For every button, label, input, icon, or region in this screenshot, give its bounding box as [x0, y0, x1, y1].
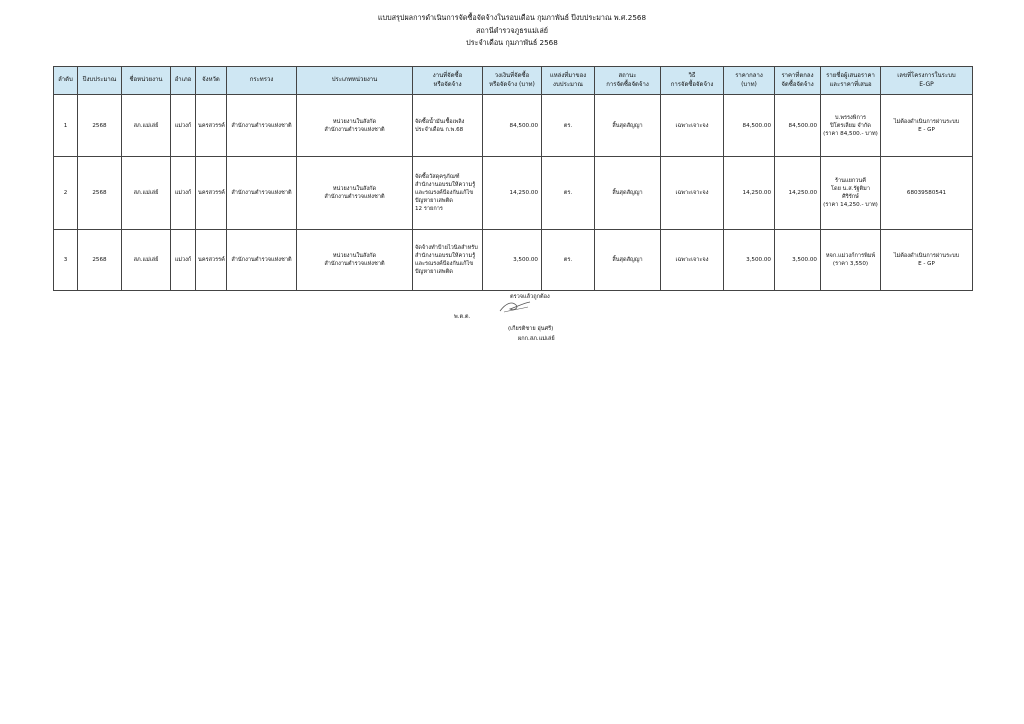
handwritten-signature [498, 299, 532, 315]
signer-rank: พ.ต.ต. [454, 314, 471, 320]
procurement-amount: 84,500.00 [483, 95, 542, 157]
procurement-work: จัดซื้อน้ำมันเชื้อเพลิง ประจำเดือน ก.พ.68 [413, 95, 483, 157]
bidder-info: หจก.แม่วงก์การพิมพ์ (ราคา 3,550) [821, 230, 881, 291]
procurement-method: เฉพาะเจาะจง [661, 95, 724, 157]
median-price: 3,500.00 [724, 230, 775, 291]
agency-name: สภ.แม่เล่ย์ [122, 157, 171, 230]
ministry: สำนักงานตำรวจแห่งชาติ [227, 95, 297, 157]
agency-type: หน่วยงานในสังกัด สำนักงานตำรวจแห่งชาติ [297, 95, 413, 157]
row-number: 2 [54, 157, 78, 230]
column-header: ราคาที่ตกลง จัดซื้อจัดจ้าง [775, 67, 821, 95]
column-header: วิธี การจัดซื้อจัดจ้าง [661, 67, 724, 95]
fiscal-year: 2568 [78, 95, 122, 157]
column-header: จังหวัด [196, 67, 227, 95]
fiscal-year: 2568 [78, 157, 122, 230]
procurement-amount: 14,250.00 [483, 157, 542, 230]
column-header: ประเภทหน่วยงาน [297, 67, 413, 95]
document-header [0, 12, 1024, 50]
agreed-price: 3,500.00 [775, 230, 821, 291]
column-header: อำเภอ [171, 67, 196, 95]
egp-number: ไม่ต้องดำเนินการผ่านระบบ E - GP [881, 230, 973, 291]
province: นครสวรรค์ [196, 230, 227, 291]
certification-text: ตรวจแล้วถูกต้อง [510, 294, 550, 300]
column-header: ลำดับ [54, 67, 78, 95]
column-header: แหล่งที่มาของ งบประมาณ [542, 67, 595, 95]
district: แม่วงก์ [171, 95, 196, 157]
procurement-table [53, 66, 973, 291]
column-header: เลขที่โครงการในระบบ E-GP [881, 67, 973, 95]
procurement-amount: 3,500.00 [483, 230, 542, 291]
agency-name: สภ.แม่เล่ย์ [122, 95, 171, 157]
budget-source: ตร. [542, 230, 595, 291]
agency-name: สภ.แม่เล่ย์ [122, 230, 171, 291]
ministry: สำนักงานตำรวจแห่งชาติ [227, 230, 297, 291]
median-price: 14,250.00 [724, 157, 775, 230]
budget-source: ตร. [542, 157, 595, 230]
report-title: แบบสรุปผลการดำเนินการจัดซื้อจัดจ้างในรอบเดือน กุมภาพันธ์ ปีงบประมาณ พ.ศ.2568 [377, 13, 647, 22]
row-number: 1 [54, 95, 78, 157]
province: นครสวรรค์ [196, 157, 227, 230]
table-row [54, 157, 973, 230]
report-month: ประจำเดือน กุมภาพันธ์ 2568 [466, 38, 558, 47]
agency-type: หน่วยงานในสังกัด สำนักงานตำรวจแห่งชาติ [297, 157, 413, 230]
procurement-status: สิ้นสุดสัญญา [595, 95, 661, 157]
bidder-info: ร้านแยกวนคี โดย น.ส.รัฐติมา ศิริรักษ์ (ราคา 14,250.- บาท) [821, 157, 881, 230]
column-header: ปีงบประมาณ [78, 67, 122, 95]
procurement-work: จัดจ้างทำป้ายไวนิลสำหรับ สำนักงานอบรมให้ความรู้ และรณรงค์ป้องกันแก้ไข ปัญหายาเสพติด [413, 230, 483, 291]
table-row [54, 230, 973, 291]
column-header: ราคากลาง (บาท) [724, 67, 775, 95]
column-header: สถานะ การจัดซื้อจัดจ้าง [595, 67, 661, 95]
egp-number: ไม่ต้องดำเนินการผ่านระบบ E - GP [881, 95, 973, 157]
table-header-row [54, 67, 973, 95]
agency-type: หน่วยงานในสังกัด สำนักงานตำรวจแห่งชาติ [297, 230, 413, 291]
column-header: ชื่อหน่วยงาน [122, 67, 171, 95]
table-row [54, 95, 973, 157]
agreed-price: 14,250.00 [775, 157, 821, 230]
district: แม่วงก์ [171, 230, 196, 291]
signer-position: ผกก.สภ.แม่เล่ย์ [518, 336, 555, 342]
fiscal-year: 2568 [78, 230, 122, 291]
column-header: งานที่จัดซื้อ หรือจัดจ้าง [413, 67, 483, 95]
column-header: รายชื่อผู้เสนอราคา และราคาที่เสนอ [821, 67, 881, 95]
budget-source: ตร. [542, 95, 595, 157]
egp-number: 68039580541 [881, 157, 973, 230]
signer-name: (เกียรติชาย อุ่นศรี) [508, 326, 554, 332]
procurement-method: เฉพาะเจาะจง [661, 230, 724, 291]
procurement-status: สิ้นสุดสัญญา [595, 230, 661, 291]
procurement-status: สิ้นสุดสัญญา [595, 157, 661, 230]
procurement-work: จัดซื้อวัสดุครุภัณฑ์ สำนักงานอบรมให้ความรู้ และรณรงค์ป้องกันแก้ไข ปัญหายาเสพติด 12 รายการ [413, 157, 483, 230]
ministry: สำนักงานตำรวจแห่งชาติ [227, 157, 297, 230]
bidder-info: บ.พรรงพิการ ปิโตรเลียม จำกัด (ราคา 84,500.- บาท) [821, 95, 881, 157]
district: แม่วงก์ [171, 157, 196, 230]
column-header: วงเงินที่จัดซื้อ หรือจัดจ้าง (บาท) [483, 67, 542, 95]
median-price: 84,500.00 [724, 95, 775, 157]
station-name: สถานีตำรวจภูธรแม่เล่ย์ [476, 25, 548, 35]
procurement-method: เฉพาะเจาะจง [661, 157, 724, 230]
column-header: กระทรวง [227, 67, 297, 95]
agreed-price: 84,500.00 [775, 95, 821, 157]
province: นครสวรรค์ [196, 95, 227, 157]
row-number: 3 [54, 230, 78, 291]
